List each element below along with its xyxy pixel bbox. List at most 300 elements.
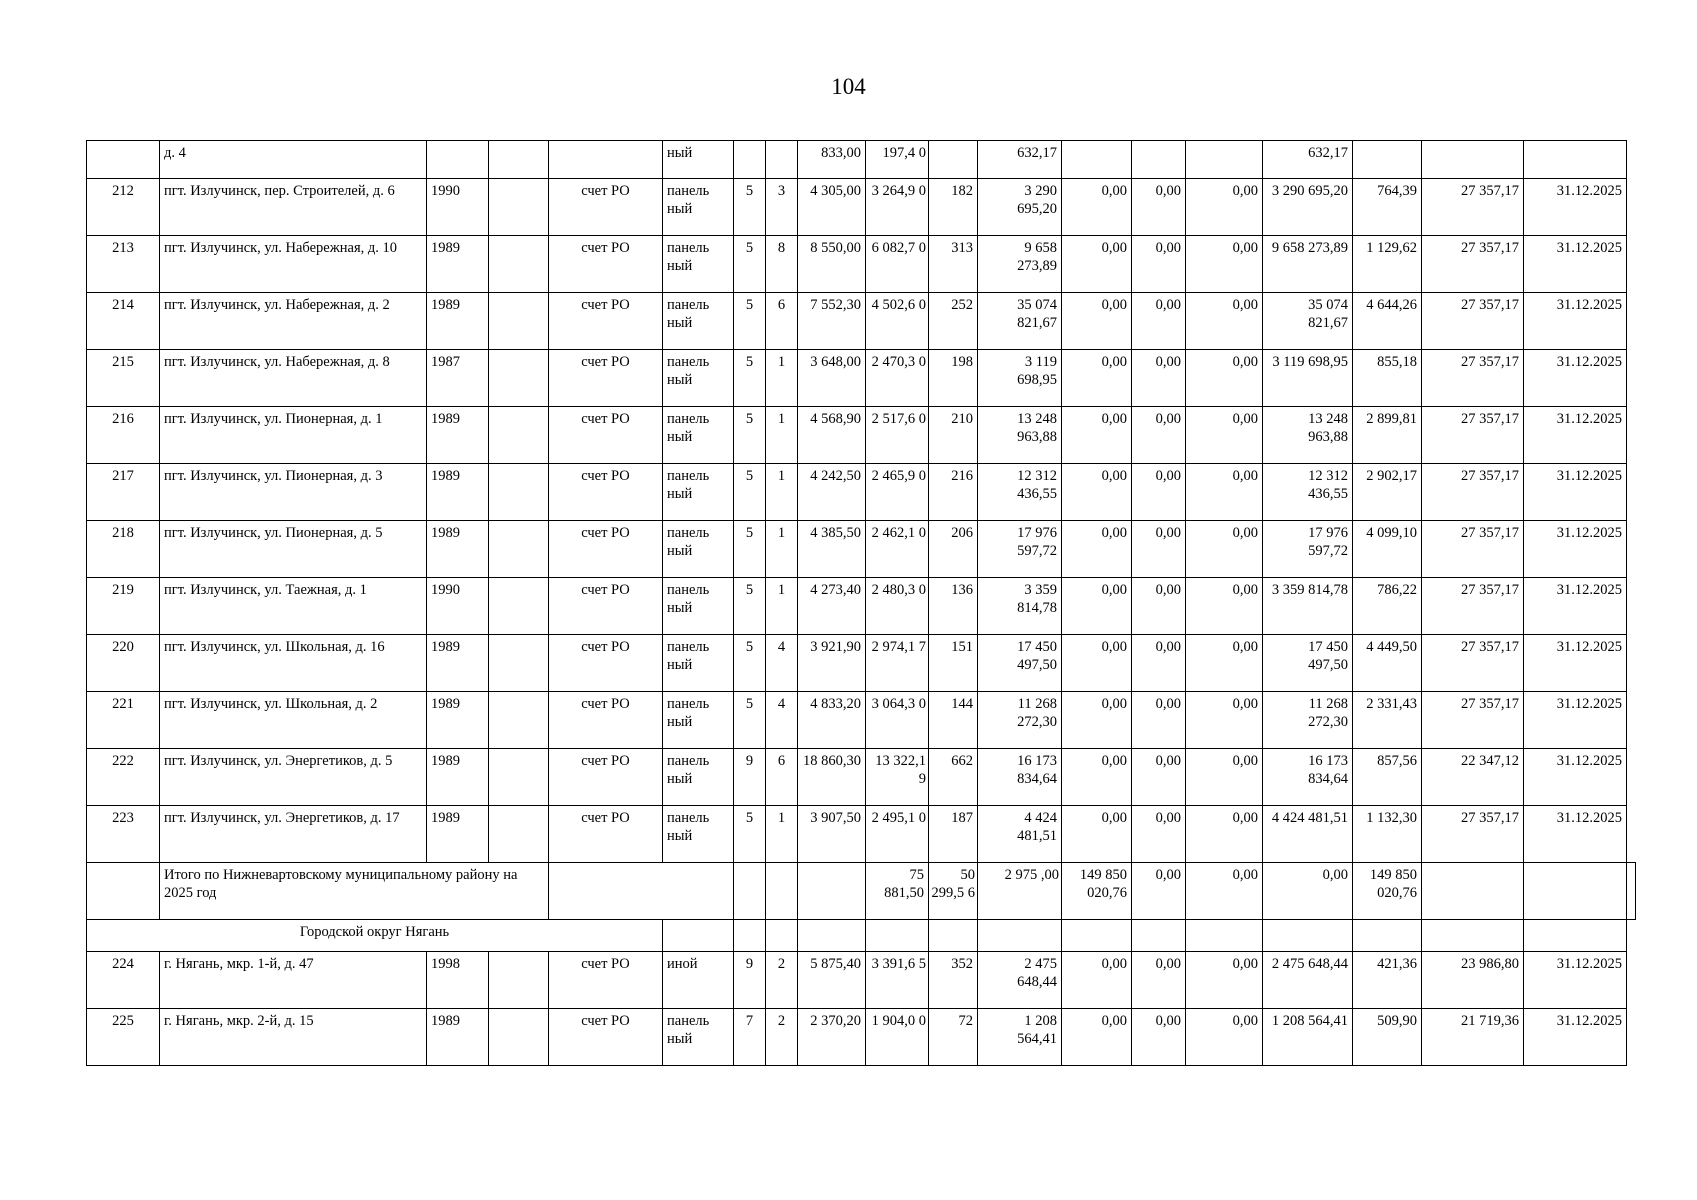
cell-num: 215 bbox=[87, 350, 160, 407]
cell-limit: 27 357,17 bbox=[1422, 464, 1524, 521]
cell-v3: 0,00 bbox=[1186, 952, 1263, 1009]
cell-address: пгт. Излучинск, ул. Набережная, д. 10 bbox=[160, 236, 427, 293]
cell-area-living: 1 904,0 0 bbox=[866, 1009, 929, 1066]
cell-specific: 509,90 bbox=[1353, 1009, 1422, 1066]
cell-v3: 0,00 bbox=[1263, 863, 1353, 920]
cell-limit: 22 347,12 bbox=[1422, 749, 1524, 806]
table-row bbox=[87, 350, 1636, 407]
cell-year: 1989 bbox=[427, 521, 489, 578]
cell-date: 31.12.2025 bbox=[1524, 578, 1627, 635]
cell-empty bbox=[489, 692, 549, 749]
cell-fund: счет РО bbox=[549, 464, 663, 521]
cell-v2: 0,00 bbox=[1132, 179, 1186, 236]
cell-cost-fund: 2 475 648,44 bbox=[1263, 952, 1353, 1009]
cell-v1: 0,00 bbox=[1062, 179, 1132, 236]
cell-area-living: 3 264,9 0 bbox=[866, 179, 929, 236]
cell-entrances: 6 bbox=[766, 293, 798, 350]
cell-specific: 1 129,62 bbox=[1353, 236, 1422, 293]
cell-residents: 313 bbox=[929, 236, 978, 293]
cell-num: 222 bbox=[87, 749, 160, 806]
cell-entrances: 4 bbox=[766, 635, 798, 692]
cell-entrances: 1 bbox=[766, 521, 798, 578]
cell-v2: 0,00 bbox=[1132, 521, 1186, 578]
cell-residents: 151 bbox=[929, 635, 978, 692]
cell-date: 31.12.2025 bbox=[1524, 350, 1627, 407]
cell-num: 225 bbox=[87, 1009, 160, 1066]
cell-fund: счет РО bbox=[549, 952, 663, 1009]
cell-wall: ный bbox=[663, 141, 734, 179]
cell-cost-fund: 35 074 821,67 bbox=[1263, 293, 1353, 350]
cell-year: 1989 bbox=[427, 692, 489, 749]
cell-v1: 0,00 bbox=[1062, 236, 1132, 293]
cell-fund: счет РО bbox=[549, 236, 663, 293]
cell-cost-total: 3 119 698,95 bbox=[978, 350, 1062, 407]
cell-v2 bbox=[1132, 141, 1186, 179]
cell-residents: 662 bbox=[929, 749, 978, 806]
table-body bbox=[87, 141, 1636, 1066]
cell-num bbox=[87, 141, 160, 179]
cell-v2: 0,00 bbox=[1186, 863, 1263, 920]
table-row bbox=[87, 293, 1636, 350]
cell-cost-fund: 13 248 963,88 bbox=[1263, 407, 1353, 464]
cell-v1: 0,00 bbox=[1062, 1009, 1132, 1066]
cell-limit: 21 719,36 bbox=[1422, 1009, 1524, 1066]
cell-cost-total: 4 424 481,51 bbox=[978, 806, 1062, 863]
cell-limit: 27 357,17 bbox=[1422, 293, 1524, 350]
cell-num: 216 bbox=[87, 407, 160, 464]
table-row bbox=[87, 635, 1636, 692]
table-row-continuation bbox=[87, 141, 1636, 179]
cell-area-living: 3 064,3 0 bbox=[866, 692, 929, 749]
cell-wall: панель ный bbox=[663, 236, 734, 293]
cell-v2: 0,00 bbox=[1132, 293, 1186, 350]
cell-floors: 7 bbox=[734, 1009, 766, 1066]
cell-residents: 182 bbox=[929, 179, 978, 236]
cell-v1: 0,00 bbox=[1062, 635, 1132, 692]
cell-limit: 27 357,17 bbox=[1422, 407, 1524, 464]
cell-v3: 0,00 bbox=[1186, 464, 1263, 521]
cell-area-living: 13 322,1 9 bbox=[866, 749, 929, 806]
cell-year: 1989 bbox=[427, 407, 489, 464]
cell-v3: 0,00 bbox=[1186, 236, 1263, 293]
cell-wall: панель ный bbox=[663, 350, 734, 407]
cell-area-living: 6 082,7 0 bbox=[866, 236, 929, 293]
cell-area-total: 7 552,30 bbox=[798, 293, 866, 350]
cell-address: пгт. Излучинск, ул. Набережная, д. 8 bbox=[160, 350, 427, 407]
cell-cost-total: 11 268 272,30 bbox=[978, 692, 1062, 749]
cell-empty bbox=[489, 179, 549, 236]
cell-address: д. 4 bbox=[160, 141, 427, 179]
cell-num: 212 bbox=[87, 179, 160, 236]
cell-floors: 5 bbox=[734, 407, 766, 464]
cell-area-living: 2 462,1 0 bbox=[866, 521, 929, 578]
cell-fund: счет РО bbox=[549, 578, 663, 635]
table-row bbox=[87, 236, 1636, 293]
cell-residents: 216 bbox=[929, 464, 978, 521]
cell-specific: 2 331,43 bbox=[1353, 692, 1422, 749]
cell-cost-fund: 12 312 436,55 bbox=[1263, 464, 1353, 521]
cell-floors: 5 bbox=[734, 806, 766, 863]
cell-area-living: 2 470,3 0 bbox=[866, 350, 929, 407]
cell-address: пгт. Излучинск, ул. Школьная, д. 2 bbox=[160, 692, 427, 749]
cell-cost-fund: 4 424 481,51 bbox=[1263, 806, 1353, 863]
cell-date: 31.12.2025 bbox=[1524, 464, 1627, 521]
cell-num: 219 bbox=[87, 578, 160, 635]
cell-floors: 5 bbox=[734, 350, 766, 407]
cell-entrances: 1 bbox=[766, 407, 798, 464]
cell-empty bbox=[1132, 920, 1186, 952]
cell-limit: 27 357,17 bbox=[1422, 578, 1524, 635]
cell-limit: 27 357,17 bbox=[1422, 521, 1524, 578]
cell-v3 bbox=[1186, 141, 1263, 179]
cell-cost-total: 35 074 821,67 bbox=[978, 293, 1062, 350]
cell-residents: 198 bbox=[929, 350, 978, 407]
cell-area-total: 4 305,00 bbox=[798, 179, 866, 236]
cell-wall: панель ный bbox=[663, 692, 734, 749]
cell-empty bbox=[489, 635, 549, 692]
cell-v1: 0,00 bbox=[1062, 464, 1132, 521]
cell-fund: счет РО bbox=[549, 407, 663, 464]
cell-specific bbox=[1353, 141, 1422, 179]
cell-specific: 4 449,50 bbox=[1353, 635, 1422, 692]
cell-cost-total: 3 290 695,20 bbox=[978, 179, 1062, 236]
cell-area-living: 2 465,9 0 bbox=[866, 464, 929, 521]
cell-residents: 206 bbox=[929, 521, 978, 578]
cell-date: 31.12.2025 bbox=[1524, 407, 1627, 464]
cell-num: 223 bbox=[87, 806, 160, 863]
cell-year: 1987 bbox=[427, 350, 489, 407]
cell-empty bbox=[489, 141, 549, 179]
cell-cost-total: 3 359 814,78 bbox=[978, 578, 1062, 635]
cell-address: г. Нягань, мкр. 2-й, д. 15 bbox=[160, 1009, 427, 1066]
cell-num: 217 bbox=[87, 464, 160, 521]
cell-empty bbox=[489, 1009, 549, 1066]
cell-specific: 1 132,30 bbox=[1353, 806, 1422, 863]
cell-empty bbox=[1186, 920, 1263, 952]
cell-fund: счет РО bbox=[549, 692, 663, 749]
cell-empty bbox=[929, 920, 978, 952]
cell-empty bbox=[1062, 920, 1132, 952]
cell-floors: 5 bbox=[734, 464, 766, 521]
cell-address: пгт. Излучинск, ул. Таежная, д. 1 bbox=[160, 578, 427, 635]
cell-limit: 27 357,17 bbox=[1422, 692, 1524, 749]
cell-fund bbox=[549, 863, 734, 920]
cell-entrances: 8 bbox=[766, 236, 798, 293]
cell-specific: 855,18 bbox=[1353, 350, 1422, 407]
cell-date: 31.12.2025 bbox=[1524, 806, 1627, 863]
cell-address: пгт. Излучинск, ул. Пионерная, д. 1 bbox=[160, 407, 427, 464]
cell-v3: 0,00 bbox=[1186, 578, 1263, 635]
section-row bbox=[87, 920, 1636, 952]
cell-cost-fund: 17 450 497,50 bbox=[1263, 635, 1353, 692]
cell-year bbox=[427, 141, 489, 179]
cell-floors: 5 bbox=[734, 578, 766, 635]
cell-empty bbox=[489, 407, 549, 464]
cell-year: 1998 bbox=[427, 952, 489, 1009]
cell-empty bbox=[1353, 920, 1422, 952]
cell-v1: 0,00 bbox=[1062, 692, 1132, 749]
cell-limit bbox=[1524, 863, 1627, 920]
cell-area-total: 2 370,20 bbox=[798, 1009, 866, 1066]
cell-wall bbox=[734, 863, 766, 920]
cell-entrances: 6 bbox=[766, 749, 798, 806]
table-row bbox=[87, 464, 1636, 521]
cell-empty bbox=[489, 578, 549, 635]
cell-cost-fund: 3 359 814,78 bbox=[1263, 578, 1353, 635]
cell-v3: 0,00 bbox=[1186, 521, 1263, 578]
cell-specific: 4 644,26 bbox=[1353, 293, 1422, 350]
table-row bbox=[87, 692, 1636, 749]
cell-floors bbox=[766, 863, 798, 920]
cell-address: пгт. Излучинск, ул. Пионерная, д. 3 bbox=[160, 464, 427, 521]
cell-address: пгт. Излучинск, пер. Строителей, д. 6 bbox=[160, 179, 427, 236]
cell-specific: 4 099,10 bbox=[1353, 521, 1422, 578]
cell-cost-total: 2 475 648,44 bbox=[978, 952, 1062, 1009]
cell-v2: 0,00 bbox=[1132, 749, 1186, 806]
cell-year: 1989 bbox=[427, 236, 489, 293]
cell-residents: 72 bbox=[929, 1009, 978, 1066]
cell-v3: 0,00 bbox=[1186, 692, 1263, 749]
cell-entrances bbox=[798, 863, 866, 920]
cell-fund: счет РО bbox=[549, 521, 663, 578]
cell-limit: 27 357,17 bbox=[1422, 350, 1524, 407]
cell-date: 31.12.2025 bbox=[1524, 952, 1627, 1009]
cell-v2: 0,00 bbox=[1132, 407, 1186, 464]
cell-empty bbox=[798, 920, 866, 952]
cell-floors bbox=[734, 141, 766, 179]
cell-area-living: 2 480,3 0 bbox=[866, 578, 929, 635]
cell-v2: 0,00 bbox=[1132, 635, 1186, 692]
cell-v3: 0,00 bbox=[1186, 179, 1263, 236]
cell-v1 bbox=[1062, 141, 1132, 179]
cell-empty bbox=[866, 920, 929, 952]
cell-num: 218 bbox=[87, 521, 160, 578]
cell-entrances: 2 bbox=[766, 952, 798, 1009]
cell-date: 31.12.2025 bbox=[1524, 749, 1627, 806]
cell-residents: 252 bbox=[929, 293, 978, 350]
cell-v1: 0,00 bbox=[1062, 293, 1132, 350]
cell-v3: 0,00 bbox=[1186, 1009, 1263, 1066]
cell-floors: 5 bbox=[734, 521, 766, 578]
cell-limit: 27 357,17 bbox=[1422, 236, 1524, 293]
cell-area-living: 4 502,6 0 bbox=[866, 293, 929, 350]
cell-v2: 0,00 bbox=[1132, 806, 1186, 863]
cell-v1: 0,00 bbox=[1132, 863, 1186, 920]
cell-limit bbox=[1422, 141, 1524, 179]
cell-cost-fund: 11 268 272,30 bbox=[1263, 692, 1353, 749]
cell-specific: 857,56 bbox=[1353, 749, 1422, 806]
cell-num bbox=[87, 863, 160, 920]
cell-specific: 2 902,17 bbox=[1353, 464, 1422, 521]
cell-area-total: 3 921,90 bbox=[798, 635, 866, 692]
cell-residents bbox=[929, 141, 978, 179]
cell-date: 31.12.2025 bbox=[1524, 236, 1627, 293]
table-row bbox=[87, 521, 1636, 578]
cell-wall: панель ный bbox=[663, 464, 734, 521]
cell-empty bbox=[489, 236, 549, 293]
cell-area-total: 3 907,50 bbox=[798, 806, 866, 863]
cell-fund: счет РО bbox=[549, 293, 663, 350]
cell-cost-total: 16 173 834,64 bbox=[978, 749, 1062, 806]
cell-year: 1989 bbox=[427, 293, 489, 350]
cell-cost-total: 17 976 597,72 bbox=[978, 521, 1062, 578]
cell-area-living: 50 299,5 6 bbox=[929, 863, 978, 920]
cell-wall: панель ный bbox=[663, 521, 734, 578]
cell-entrances: 3 bbox=[766, 179, 798, 236]
cell-limit: 27 357,17 bbox=[1422, 635, 1524, 692]
cell-cost-fund: 9 658 273,89 bbox=[1263, 236, 1353, 293]
cell-v2: 0,00 bbox=[1132, 236, 1186, 293]
cell-empty bbox=[1422, 920, 1524, 952]
page-number: 104 bbox=[831, 74, 866, 99]
cell-v2: 0,00 bbox=[1132, 578, 1186, 635]
cell-wall: иной bbox=[663, 952, 734, 1009]
cell-wall: панель ный bbox=[663, 749, 734, 806]
cell-cost-total: 17 450 497,50 bbox=[978, 635, 1062, 692]
cell-v3: 0,00 bbox=[1186, 635, 1263, 692]
cell-num: 214 bbox=[87, 293, 160, 350]
table-row bbox=[87, 1009, 1636, 1066]
cell-residents: 187 bbox=[929, 806, 978, 863]
cell-num: 221 bbox=[87, 692, 160, 749]
cell-v2: 0,00 bbox=[1132, 952, 1186, 1009]
cell-specific: 786,22 bbox=[1353, 578, 1422, 635]
cell-residents: 352 bbox=[929, 952, 978, 1009]
cell-empty bbox=[489, 350, 549, 407]
cell-date: 31.12.2025 bbox=[1524, 1009, 1627, 1066]
cell-empty bbox=[1263, 920, 1353, 952]
cell-area-total: 18 860,30 bbox=[798, 749, 866, 806]
cell-cost-fund: 16 173 834,64 bbox=[1263, 749, 1353, 806]
cell-specific: 421,36 bbox=[1353, 952, 1422, 1009]
cell-area-total: 833,00 bbox=[798, 141, 866, 179]
cell-year: 1989 bbox=[427, 635, 489, 692]
cell-wall: панель ный bbox=[663, 407, 734, 464]
cell-cost-fund: 3 290 695,20 bbox=[1263, 179, 1353, 236]
cell-v3: 0,00 bbox=[1186, 806, 1263, 863]
cell-num: 220 bbox=[87, 635, 160, 692]
cell-area-total: 3 648,00 bbox=[798, 350, 866, 407]
cell-date: 31.12.2025 bbox=[1524, 179, 1627, 236]
cell-address: пгт. Излучинск, ул. Пионерная, д. 5 bbox=[160, 521, 427, 578]
table-row bbox=[87, 179, 1636, 236]
cell-area-total: 4 568,90 bbox=[798, 407, 866, 464]
cell-residents: 210 bbox=[929, 407, 978, 464]
cell-limit: 27 357,17 bbox=[1422, 179, 1524, 236]
cell-entrances: 4 bbox=[766, 692, 798, 749]
total-row bbox=[87, 863, 1636, 920]
total-label: Итого по Нижневартовскому муниципальному району на 2025 год bbox=[160, 863, 549, 920]
cell-residents: 2 975 ,00 bbox=[978, 863, 1062, 920]
cell-empty bbox=[734, 920, 766, 952]
cell-v1: 0,00 bbox=[1062, 806, 1132, 863]
cell-v1: 0,00 bbox=[1062, 521, 1132, 578]
cell-date bbox=[1627, 863, 1636, 920]
cell-fund: счет РО bbox=[549, 350, 663, 407]
cell-floors: 9 bbox=[734, 952, 766, 1009]
cell-area-total: 4 385,50 bbox=[798, 521, 866, 578]
cell-cost-total: 632,17 bbox=[978, 141, 1062, 179]
cell-v1: 0,00 bbox=[1062, 952, 1132, 1009]
cell-cost-fund: 1 208 564,41 bbox=[1263, 1009, 1353, 1066]
cell-v2: 0,00 bbox=[1132, 350, 1186, 407]
cell-cost-total: 12 312 436,55 bbox=[978, 464, 1062, 521]
cell-wall: панель ный bbox=[663, 179, 734, 236]
cell-entrances: 2 bbox=[766, 1009, 798, 1066]
cell-date: 31.12.2025 bbox=[1524, 692, 1627, 749]
cell-area-total: 75 881,50 bbox=[866, 863, 929, 920]
cell-entrances: 1 bbox=[766, 578, 798, 635]
cell-empty bbox=[489, 806, 549, 863]
cell-area-living: 2 517,6 0 bbox=[866, 407, 929, 464]
cell-area-living: 3 391,6 5 bbox=[866, 952, 929, 1009]
cell-floors: 5 bbox=[734, 692, 766, 749]
cell-fund bbox=[549, 141, 663, 179]
cell-num: 213 bbox=[87, 236, 160, 293]
cell-floors: 5 bbox=[734, 236, 766, 293]
cell-v1: 0,00 bbox=[1062, 578, 1132, 635]
cell-wall: панель ный bbox=[663, 578, 734, 635]
cell-empty bbox=[489, 464, 549, 521]
cell-year: 1989 bbox=[427, 806, 489, 863]
table-row bbox=[87, 749, 1636, 806]
cell-cost-total: 9 658 273,89 bbox=[978, 236, 1062, 293]
section-title: Городской округ Нягань bbox=[87, 920, 663, 952]
cell-year: 1989 bbox=[427, 1009, 489, 1066]
cell-cost-fund: 3 119 698,95 bbox=[1263, 350, 1353, 407]
cell-fund: счет РО bbox=[549, 806, 663, 863]
cell-year: 1990 bbox=[427, 578, 489, 635]
cell-area-total: 8 550,00 bbox=[798, 236, 866, 293]
cell-v2: 0,00 bbox=[1132, 692, 1186, 749]
cell-empty bbox=[1524, 920, 1627, 952]
cell-cost-fund: 17 976 597,72 bbox=[1263, 521, 1353, 578]
cell-floors: 5 bbox=[734, 635, 766, 692]
cell-specific bbox=[1422, 863, 1524, 920]
cell-cost-fund: 632,17 bbox=[1263, 141, 1353, 179]
cell-area-living: 2 974,1 7 bbox=[866, 635, 929, 692]
cell-address: г. Нягань, мкр. 1-й, д. 47 bbox=[160, 952, 427, 1009]
cell-limit: 27 357,17 bbox=[1422, 806, 1524, 863]
cell-v1: 0,00 bbox=[1062, 749, 1132, 806]
cell-v3: 0,00 bbox=[1186, 350, 1263, 407]
cell-floors: 5 bbox=[734, 293, 766, 350]
cell-v1: 0,00 bbox=[1062, 350, 1132, 407]
cell-cost-total: 13 248 963,88 bbox=[978, 407, 1062, 464]
cell-cost-fund: 149 850 020,76 bbox=[1353, 863, 1422, 920]
cell-residents: 144 bbox=[929, 692, 978, 749]
cell-area-total: 5 875,40 bbox=[798, 952, 866, 1009]
cell-empty bbox=[489, 293, 549, 350]
cell-specific: 2 899,81 bbox=[1353, 407, 1422, 464]
cell-entrances: 1 bbox=[766, 464, 798, 521]
cell-fund: счет РО bbox=[549, 1009, 663, 1066]
cell-year: 1989 bbox=[427, 749, 489, 806]
cell-date: 31.12.2025 bbox=[1524, 521, 1627, 578]
cell-entrances: 1 bbox=[766, 350, 798, 407]
table-row bbox=[87, 952, 1636, 1009]
cell-empty bbox=[766, 920, 798, 952]
cell-wall: панель ный bbox=[663, 1009, 734, 1066]
cell-area-living: 197,4 0 bbox=[866, 141, 929, 179]
cell-date bbox=[1524, 141, 1627, 179]
cell-v2: 0,00 bbox=[1132, 1009, 1186, 1066]
cell-fund: счет РО bbox=[549, 749, 663, 806]
cell-date: 31.12.2025 bbox=[1524, 635, 1627, 692]
cell-cost-total: 149 850 020,76 bbox=[1062, 863, 1132, 920]
cell-entrances bbox=[766, 141, 798, 179]
cell-residents: 136 bbox=[929, 578, 978, 635]
